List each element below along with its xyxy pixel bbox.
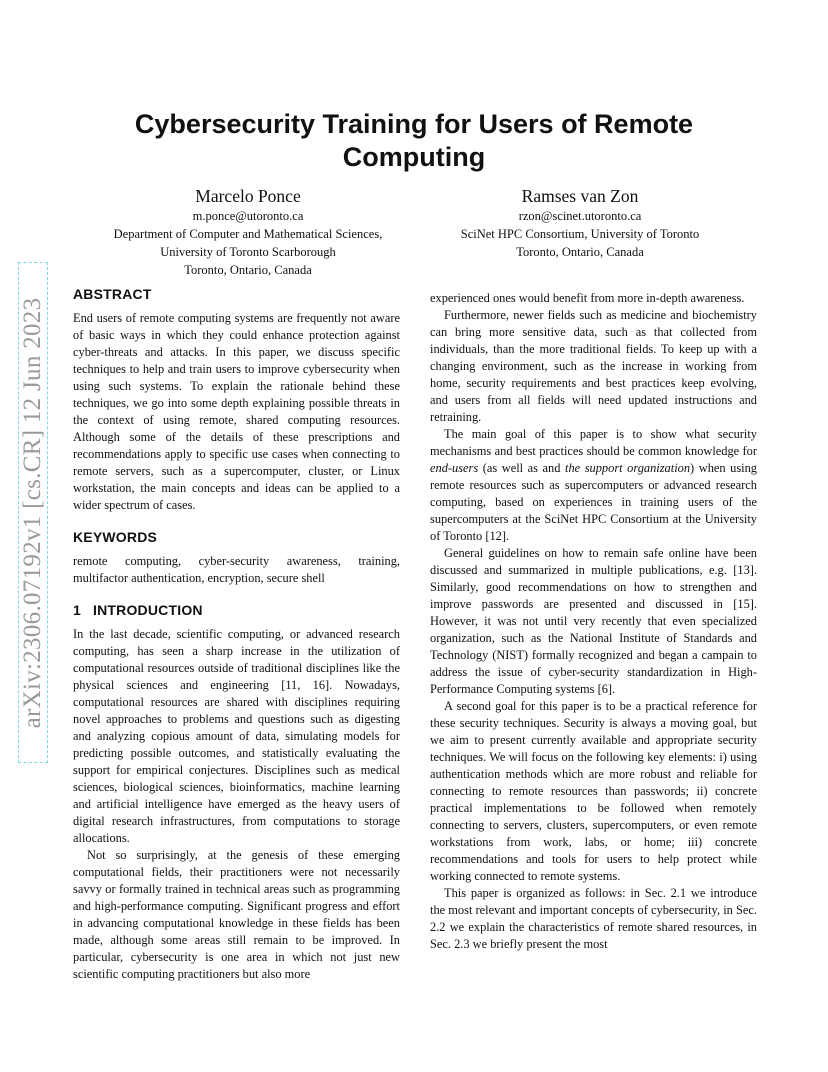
paper-title: Cybersecurity Training for Users of Remote Computing — [134, 109, 694, 172]
body-paragraph-3: General guidelines on how to remain safe online have been discussed and summarized in multiple publications, e.g. [13]. Similarly, good recommendations on how to strengthen and improve passwords are presented and discussed in [15]. However, it was not until very recently that even specialized organization, such as the National Institute of Standards and Technology (NIST) formally recognized and began a campain to address the issue of cyber-security standardization in High-Performance Computing systems [6]. — [430, 546, 757, 696]
author-affiliation: Department of Computer and Mathematical Sciences, University of Toronto Scarborough — [113, 227, 383, 259]
text-run: The main goal of this paper is to show what security mechanisms and best practices should be common knowledge for — [430, 427, 757, 458]
emphasis-support-organization: the support organization — [565, 461, 691, 475]
body-paragraph-0: experienced ones would benefit from more in-depth awareness. — [430, 291, 745, 305]
author-email: m.ponce@utoronto.ca — [192, 209, 304, 223]
arxiv-stamp[interactable] — [19, 265, 46, 760]
right-column — [430, 290, 757, 953]
author-name: Ramses van Zon — [521, 186, 639, 206]
body-paragraph-1: Furthermore, newer fields such as medicine and biochemistry can bring more sensitive data, such as that collected from individuals, than the more traditional fields. To keep up with a changing environment, such as the increase in working from home, security requirements and best practices keep evolving, and users from all fields will need updated instructions and retraining. — [430, 308, 757, 424]
arxiv-id: arXiv:2306.07192v1 [cs.CR] 12 Jun 2023 — [19, 297, 46, 728]
author-name: Marcelo Ponce — [195, 186, 301, 206]
text-run: (as well as and — [478, 461, 566, 475]
intro-paragraph-2: Not so surprisingly, at the genesis of these emerging computational fields, their practitioners were not necessarily savvy or formally trained in technical areas such as programming and high-performance computing. Significant progress and effort in advancing computational knowledge in these fields has been made, although some areas still remain to be improved. In particular, cybersecurity is one area in which not just new scientific computing practitioners but also more — [73, 848, 400, 981]
author-location: Toronto, Ontario, Canada — [184, 263, 312, 277]
intro-heading — [73, 602, 400, 619]
left-column — [73, 286, 400, 983]
body-paragraph-2 — [430, 426, 757, 545]
author-block-1 — [90, 185, 406, 279]
text-run: ) when using remote resources such as supercomputers or advanced research computing, based on experiences in training users of the supercomputers at the SciNet HPC Consortium at the University of Toronto [12]. — [430, 461, 757, 543]
abstract-text: End users of remote computing systems are frequently not aware of basic ways in which they could enhance protection against cyber-threats and attacks. In this paper, we discuss specific techniques to help and train users to improve cybersecurity when using such systems. To explain the rationale behind these techniques, we go into some depth explaining possible threats in the context of using remote, shared computing resources. Although some of the details of these prescriptions and recommendations apply to specific use cases when connecting to remote servers, such as a supercomputer, cluster, or Linux workstation, the main concepts and ideas can be applied to a wider spectrum of cases. — [73, 311, 400, 512]
author-location: Toronto, Ontario, Canada — [516, 245, 644, 259]
author-block-2 — [420, 185, 740, 261]
intro-paragraph-1: In the last decade, scientific computing, or advanced research computing, has seen a sharp increase in the utilization of computational resources outside of traditional disciplines like the physical sciences and engineering [11, 16]. Nowadays, computational resources are shared with disciplines requiring novel approaches to problems and questions such as digesting and analyzing copious amount of data, simulating models for predicting possible outcomes, and statistically evaluating the support for empirical conjectures. Disciplines such as medical sciences, biological sciences, bioinformatics, machine learning and artificial intelligence have emerged as the heavy users of digital research infrastructures, from computations to storage allocations. — [73, 627, 400, 845]
author-email: rzon@scinet.utoronto.ca — [518, 209, 642, 223]
emphasis-end-users: end-users — [430, 461, 479, 475]
keywords-text: remote computing, cyber-security awareness, training, multifactor authentication, encryption, secure shell — [73, 554, 400, 585]
keywords-heading: KEYWORDS — [73, 529, 158, 545]
body-paragraph-5: This paper is organized as follows: in Sec. 2.1 we introduce the most relevant and important concepts of cybersecurity, in Sec. 2.2 we explain the characteristics of remote shared resources, in Sec. 2.3 we briefly present the most — [430, 886, 757, 951]
section-title: INTRODUCTION — [93, 602, 203, 618]
body-paragraph-4: A second goal for this paper is to be a practical reference for these security techniques. Security is always a moving goal, but we aim to present currently available and appropriate security techniques. We will focus on the following key elements: i) using authentication methods which are more robust and reliable for connecting to remote resources than passwords; ii) concrete practical implementations to be followed when remotely connecting to servers, clusters, supercomputers, or even remote workstations from work, labs, or home; iii) concrete recommendations and tools for users to help protect while working connected to remote systems. — [430, 699, 757, 883]
abstract-heading: ABSTRACT — [73, 286, 152, 302]
section-number: 1 — [73, 602, 81, 618]
author-affiliation: SciNet HPC Consortium, University of Toronto — [460, 227, 700, 241]
